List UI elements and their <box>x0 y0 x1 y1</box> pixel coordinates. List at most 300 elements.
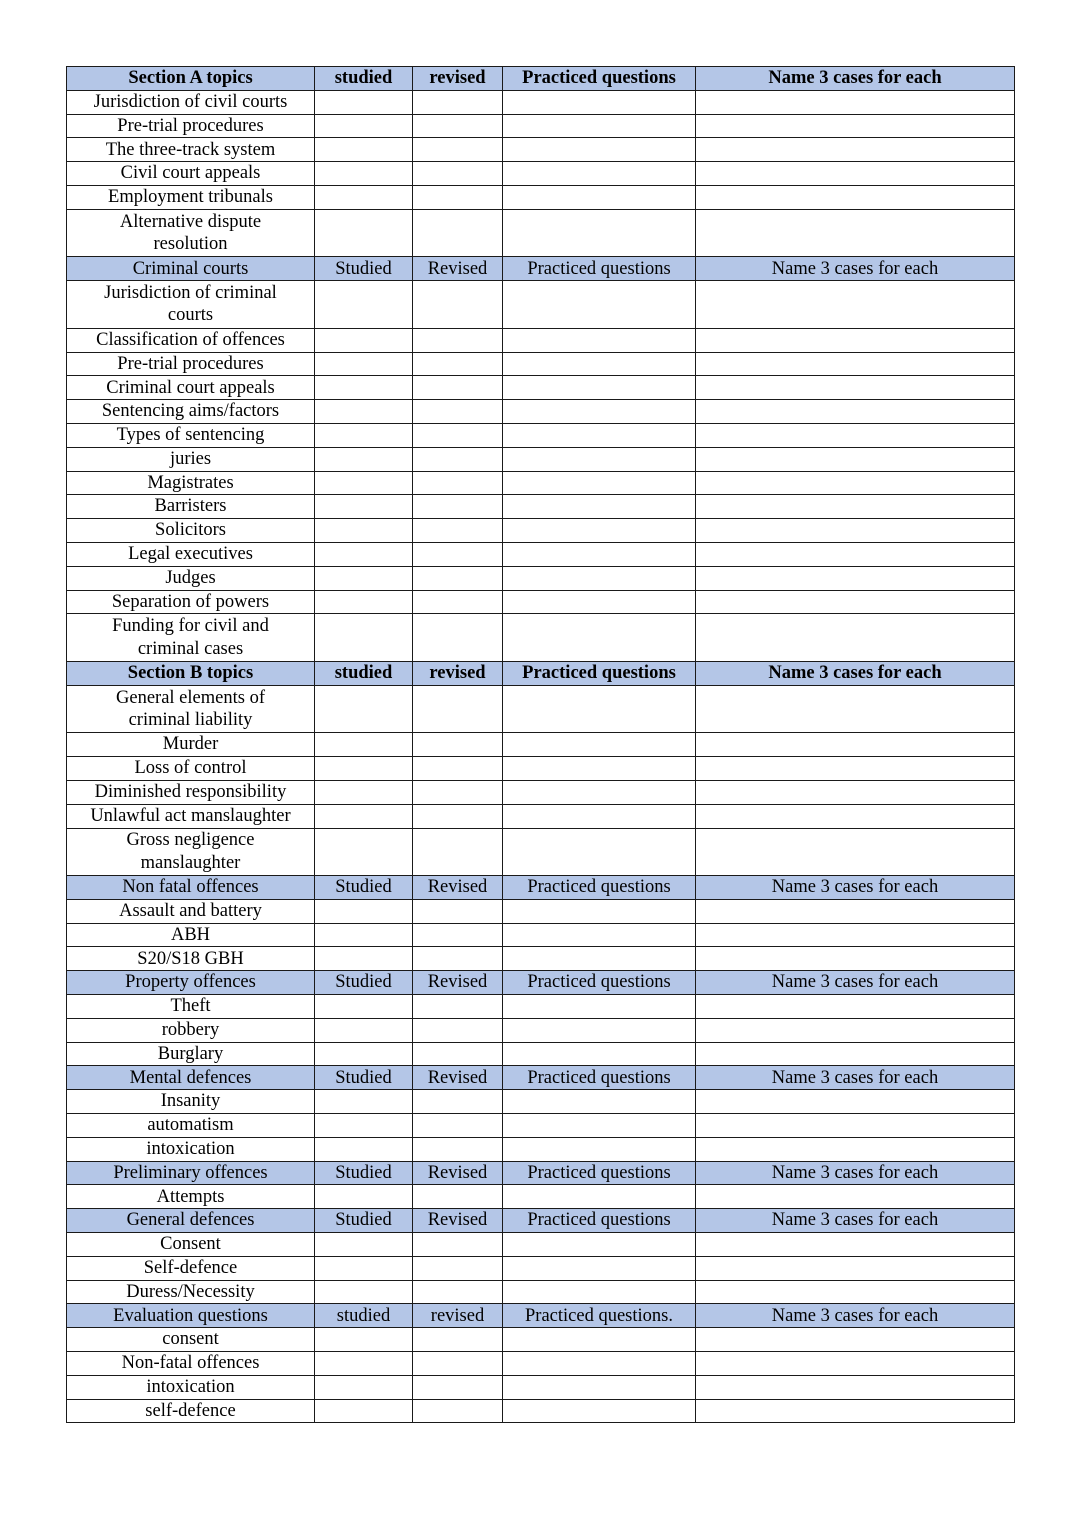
practiced-questions-cell[interactable] <box>503 185 696 209</box>
revised-cell[interactable] <box>413 1256 503 1280</box>
studied-cell[interactable] <box>315 519 413 543</box>
revised-cell[interactable] <box>413 566 503 590</box>
cases-cell[interactable] <box>696 209 1015 257</box>
header-practiced-questions: Practiced questions <box>503 1161 696 1185</box>
section-header-topic: Preliminary offences <box>67 1161 315 1185</box>
practiced-questions-cell[interactable] <box>503 519 696 543</box>
practiced-questions-cell[interactable] <box>503 614 696 662</box>
header-practiced-questions: Practiced questions <box>503 876 696 900</box>
studied-cell[interactable] <box>315 923 413 947</box>
topic-row <box>67 328 1015 352</box>
cases-cell[interactable] <box>696 281 1015 329</box>
topic-cell: Burglary <box>67 1042 315 1066</box>
cases-cell[interactable] <box>696 685 1015 733</box>
header-revised: Revised <box>413 1066 503 1090</box>
topic-cell: automatism <box>67 1114 315 1138</box>
practiced-questions-cell[interactable] <box>503 566 696 590</box>
topic-row <box>67 1375 1015 1399</box>
revised-cell[interactable] <box>413 90 503 114</box>
header-practiced-questions: Practiced questions <box>503 67 696 91</box>
topic-cell: consent <box>67 1328 315 1352</box>
header-studied: Studied <box>315 257 413 281</box>
revised-cell[interactable] <box>413 780 503 804</box>
topic-cell: self-defence <box>67 1399 315 1423</box>
topic-cell: Attempts <box>67 1185 315 1209</box>
topic-cell: Pre-trial procedures <box>67 352 315 376</box>
studied-cell[interactable] <box>315 1090 413 1114</box>
revised-cell[interactable] <box>413 1137 503 1161</box>
revised-cell[interactable] <box>413 376 503 400</box>
practiced-questions-cell[interactable] <box>503 828 696 876</box>
topic-row <box>67 1399 1015 1423</box>
cases-cell[interactable] <box>696 400 1015 424</box>
studied-cell[interactable] <box>315 828 413 876</box>
cases-cell[interactable] <box>696 1280 1015 1304</box>
header-revised: revised <box>413 1304 503 1328</box>
topic-row <box>67 1256 1015 1280</box>
topic-cell: Employment tribunals <box>67 185 315 209</box>
section-header-row <box>67 1066 1015 1090</box>
revised-cell[interactable] <box>413 114 503 138</box>
checklist-body <box>67 67 1015 1423</box>
topic-row <box>67 1185 1015 1209</box>
cases-cell[interactable] <box>696 352 1015 376</box>
topic-row <box>67 566 1015 590</box>
topic-cell: Insanity <box>67 1090 315 1114</box>
header-name-cases: Name 3 cases for each <box>696 661 1015 685</box>
studied-cell[interactable] <box>315 1185 413 1209</box>
topic-cell: Criminal court appeals <box>67 376 315 400</box>
cases-cell[interactable] <box>696 1256 1015 1280</box>
topic-cell: Consent <box>67 1233 315 1257</box>
practiced-questions-cell[interactable] <box>503 471 696 495</box>
studied-cell[interactable] <box>315 614 413 662</box>
studied-cell[interactable] <box>315 471 413 495</box>
cases-cell[interactable] <box>696 947 1015 971</box>
practiced-questions-cell[interactable] <box>503 209 696 257</box>
practiced-questions-cell[interactable] <box>503 495 696 519</box>
topic-row <box>67 590 1015 614</box>
practiced-questions-cell[interactable] <box>503 1375 696 1399</box>
revised-cell[interactable] <box>413 281 503 329</box>
revised-cell[interactable] <box>413 1090 503 1114</box>
cases-cell[interactable] <box>696 614 1015 662</box>
cases-cell[interactable] <box>696 471 1015 495</box>
cases-cell[interactable] <box>696 899 1015 923</box>
cases-cell[interactable] <box>696 1328 1015 1352</box>
topic-cell: Loss of control <box>67 757 315 781</box>
header-practiced-questions: Practiced questions. <box>503 1304 696 1328</box>
revised-cell[interactable] <box>413 471 503 495</box>
studied-cell[interactable] <box>315 376 413 400</box>
cases-cell[interactable] <box>696 1185 1015 1209</box>
section-header-row <box>67 876 1015 900</box>
practiced-questions-cell[interactable] <box>503 1018 696 1042</box>
studied-cell[interactable] <box>315 804 413 828</box>
practiced-questions-cell[interactable] <box>503 1399 696 1423</box>
topic-cell: Magistrates <box>67 471 315 495</box>
topic-row <box>67 114 1015 138</box>
revised-cell[interactable] <box>413 1018 503 1042</box>
practiced-questions-cell[interactable] <box>503 114 696 138</box>
section-header-topic: Section B topics <box>67 661 315 685</box>
cases-cell[interactable] <box>696 566 1015 590</box>
cases-cell[interactable] <box>696 495 1015 519</box>
cases-cell[interactable] <box>696 1114 1015 1138</box>
header-name-cases: Name 3 cases for each <box>696 1209 1015 1233</box>
topic-row <box>67 138 1015 162</box>
header-name-cases: Name 3 cases for each <box>696 1066 1015 1090</box>
studied-cell[interactable] <box>315 1042 413 1066</box>
cases-cell[interactable] <box>696 447 1015 471</box>
section-header-row <box>67 971 1015 995</box>
cases-cell[interactable] <box>696 995 1015 1019</box>
revised-cell[interactable] <box>413 828 503 876</box>
revised-cell[interactable] <box>413 1399 503 1423</box>
studied-cell[interactable] <box>315 209 413 257</box>
studied-cell[interactable] <box>315 1114 413 1138</box>
section-header-topic: General defences <box>67 1209 315 1233</box>
cases-cell[interactable] <box>696 376 1015 400</box>
revised-cell[interactable] <box>413 162 503 186</box>
practiced-questions-cell[interactable] <box>503 376 696 400</box>
topic-cell: Assault and battery <box>67 899 315 923</box>
practiced-questions-cell[interactable] <box>503 328 696 352</box>
topic-cell: Funding for civil and criminal cases <box>67 614 315 662</box>
topic-row <box>67 542 1015 566</box>
revised-cell[interactable] <box>413 804 503 828</box>
revised-cell[interactable] <box>413 947 503 971</box>
header-studied: Studied <box>315 876 413 900</box>
studied-cell[interactable] <box>315 162 413 186</box>
cases-cell[interactable] <box>696 1375 1015 1399</box>
studied-cell[interactable] <box>315 1018 413 1042</box>
studied-cell[interactable] <box>315 566 413 590</box>
studied-cell[interactable] <box>315 995 413 1019</box>
topic-row <box>67 828 1015 876</box>
cases-cell[interactable] <box>696 1042 1015 1066</box>
revised-cell[interactable] <box>413 542 503 566</box>
practiced-questions-cell[interactable] <box>503 1137 696 1161</box>
topic-cell: Unlawful act manslaughter <box>67 804 315 828</box>
studied-cell[interactable] <box>315 185 413 209</box>
topic-row <box>67 733 1015 757</box>
cases-cell[interactable] <box>696 162 1015 186</box>
studied-cell[interactable] <box>315 495 413 519</box>
practiced-questions-cell[interactable] <box>503 352 696 376</box>
practiced-questions-cell[interactable] <box>503 899 696 923</box>
topic-cell: Murder <box>67 733 315 757</box>
studied-cell[interactable] <box>315 780 413 804</box>
topic-row <box>67 804 1015 828</box>
cases-cell[interactable] <box>696 923 1015 947</box>
cases-cell[interactable] <box>696 423 1015 447</box>
studied-cell[interactable] <box>315 447 413 471</box>
revised-cell[interactable] <box>413 923 503 947</box>
practiced-questions-cell[interactable] <box>503 804 696 828</box>
header-studied: Studied <box>315 971 413 995</box>
revised-cell[interactable] <box>413 614 503 662</box>
header-name-cases: Name 3 cases for each <box>696 876 1015 900</box>
cases-cell[interactable] <box>696 1399 1015 1423</box>
header-revised: Revised <box>413 1209 503 1233</box>
studied-cell[interactable] <box>315 1233 413 1257</box>
revised-cell[interactable] <box>413 328 503 352</box>
topic-row <box>67 209 1015 257</box>
studied-cell[interactable] <box>315 423 413 447</box>
topic-cell: Pre-trial procedures <box>67 114 315 138</box>
topic-row <box>67 423 1015 447</box>
studied-cell[interactable] <box>315 947 413 971</box>
studied-cell[interactable] <box>315 757 413 781</box>
topic-row <box>67 1114 1015 1138</box>
section-header-row <box>67 1161 1015 1185</box>
studied-cell[interactable] <box>315 400 413 424</box>
studied-cell[interactable] <box>315 281 413 329</box>
section-header-topic: Criminal courts <box>67 257 315 281</box>
section-header-topic: Mental defences <box>67 1066 315 1090</box>
topic-cell: Non-fatal offences <box>67 1352 315 1376</box>
topic-row <box>67 519 1015 543</box>
topic-row <box>67 1328 1015 1352</box>
section-header-row <box>67 67 1015 91</box>
topic-row <box>67 447 1015 471</box>
topic-cell: intoxication <box>67 1375 315 1399</box>
cases-cell[interactable] <box>696 138 1015 162</box>
section-header-row <box>67 1304 1015 1328</box>
studied-cell[interactable] <box>315 138 413 162</box>
topic-cell: Barristers <box>67 495 315 519</box>
topic-cell: General elements of criminal liability <box>67 685 315 733</box>
revised-cell[interactable] <box>413 352 503 376</box>
practiced-questions-cell[interactable] <box>503 138 696 162</box>
topic-cell: Separation of powers <box>67 590 315 614</box>
header-name-cases: Name 3 cases for each <box>696 1161 1015 1185</box>
cases-cell[interactable] <box>696 1137 1015 1161</box>
practiced-questions-cell[interactable] <box>503 1328 696 1352</box>
cases-cell[interactable] <box>696 1352 1015 1376</box>
revised-cell[interactable] <box>413 1328 503 1352</box>
cases-cell[interactable] <box>696 90 1015 114</box>
revised-cell[interactable] <box>413 733 503 757</box>
cases-cell[interactable] <box>696 1018 1015 1042</box>
topic-row <box>67 281 1015 329</box>
header-studied: Studied <box>315 1066 413 1090</box>
studied-cell[interactable] <box>315 1328 413 1352</box>
revised-cell[interactable] <box>413 899 503 923</box>
topic-cell: Gross negligence manslaughter <box>67 828 315 876</box>
topic-cell: Types of sentencing <box>67 423 315 447</box>
topic-row <box>67 352 1015 376</box>
revised-cell[interactable] <box>413 519 503 543</box>
practiced-questions-cell[interactable] <box>503 281 696 329</box>
topic-cell: Civil court appeals <box>67 162 315 186</box>
practiced-questions-cell[interactable] <box>503 923 696 947</box>
revised-cell[interactable] <box>413 995 503 1019</box>
practiced-questions-cell[interactable] <box>503 1185 696 1209</box>
topic-row <box>67 1090 1015 1114</box>
studied-cell[interactable] <box>315 1280 413 1304</box>
revised-cell[interactable] <box>413 209 503 257</box>
practiced-questions-cell[interactable] <box>503 1352 696 1376</box>
header-name-cases: Name 3 cases for each <box>696 67 1015 91</box>
header-practiced-questions: Practiced questions <box>503 1209 696 1233</box>
revised-cell[interactable] <box>413 185 503 209</box>
studied-cell[interactable] <box>315 328 413 352</box>
header-revised: revised <box>413 67 503 91</box>
revised-cell[interactable] <box>413 1114 503 1138</box>
cases-cell[interactable] <box>696 328 1015 352</box>
revised-cell[interactable] <box>413 138 503 162</box>
practiced-questions-cell[interactable] <box>503 995 696 1019</box>
header-practiced-questions: Practiced questions <box>503 971 696 995</box>
studied-cell[interactable] <box>315 352 413 376</box>
practiced-questions-cell[interactable] <box>503 1090 696 1114</box>
practiced-questions-cell[interactable] <box>503 423 696 447</box>
revised-cell[interactable] <box>413 495 503 519</box>
practiced-questions-cell[interactable] <box>503 780 696 804</box>
studied-cell[interactable] <box>315 1352 413 1376</box>
cases-cell[interactable] <box>696 757 1015 781</box>
topic-row <box>67 947 1015 971</box>
topic-cell: Theft <box>67 995 315 1019</box>
topic-cell: juries <box>67 447 315 471</box>
topic-row <box>67 780 1015 804</box>
studied-cell[interactable] <box>315 899 413 923</box>
revised-cell[interactable] <box>413 400 503 424</box>
studied-cell[interactable] <box>315 590 413 614</box>
topic-row <box>67 1280 1015 1304</box>
topic-cell: S20/S18 GBH <box>67 947 315 971</box>
practiced-questions-cell[interactable] <box>503 757 696 781</box>
practiced-questions-cell[interactable] <box>503 1114 696 1138</box>
header-revised: Revised <box>413 876 503 900</box>
topic-cell: intoxication <box>67 1137 315 1161</box>
revised-cell[interactable] <box>413 423 503 447</box>
studied-cell[interactable] <box>315 1137 413 1161</box>
practiced-questions-cell[interactable] <box>503 685 696 733</box>
topic-row <box>67 899 1015 923</box>
topic-cell: Alternative dispute resolution <box>67 209 315 257</box>
topic-cell: Jurisdiction of civil courts <box>67 90 315 114</box>
cases-cell[interactable] <box>696 804 1015 828</box>
practiced-questions-cell[interactable] <box>503 90 696 114</box>
header-practiced-questions: Practiced questions <box>503 1066 696 1090</box>
revised-cell[interactable] <box>413 757 503 781</box>
topic-cell: The three-track system <box>67 138 315 162</box>
revised-cell[interactable] <box>413 1375 503 1399</box>
topic-row <box>67 185 1015 209</box>
topic-row <box>67 995 1015 1019</box>
cases-cell[interactable] <box>696 519 1015 543</box>
cases-cell[interactable] <box>696 828 1015 876</box>
revised-cell[interactable] <box>413 1352 503 1376</box>
section-header-topic: Evaluation questions <box>67 1304 315 1328</box>
cases-cell[interactable] <box>696 590 1015 614</box>
topic-row <box>67 614 1015 662</box>
header-revised: revised <box>413 661 503 685</box>
revised-cell[interactable] <box>413 1280 503 1304</box>
header-studied: Studied <box>315 1209 413 1233</box>
topic-cell: Classification of offences <box>67 328 315 352</box>
topic-cell: Diminished responsibility <box>67 780 315 804</box>
practiced-questions-cell[interactable] <box>503 447 696 471</box>
header-studied: Studied <box>315 1161 413 1185</box>
studied-cell[interactable] <box>315 114 413 138</box>
studied-cell[interactable] <box>315 1375 413 1399</box>
studied-cell[interactable] <box>315 1256 413 1280</box>
section-header-row <box>67 661 1015 685</box>
section-header-topic: Non fatal offences <box>67 876 315 900</box>
practiced-questions-cell[interactable] <box>503 1256 696 1280</box>
revision-checklist-table <box>66 66 1015 1423</box>
topic-cell: Jurisdiction of criminal courts <box>67 281 315 329</box>
practiced-questions-cell[interactable] <box>503 947 696 971</box>
topic-row <box>67 1233 1015 1257</box>
topic-cell: Judges <box>67 566 315 590</box>
revised-cell[interactable] <box>413 1042 503 1066</box>
practiced-questions-cell[interactable] <box>503 1280 696 1304</box>
cases-cell[interactable] <box>696 780 1015 804</box>
header-name-cases: Name 3 cases for each <box>696 971 1015 995</box>
topic-row <box>67 90 1015 114</box>
header-studied: studied <box>315 67 413 91</box>
revised-cell[interactable] <box>413 447 503 471</box>
topic-cell: robbery <box>67 1018 315 1042</box>
practiced-questions-cell[interactable] <box>503 590 696 614</box>
practiced-questions-cell[interactable] <box>503 1042 696 1066</box>
topic-row <box>67 495 1015 519</box>
topic-cell: Self-defence <box>67 1256 315 1280</box>
practiced-questions-cell[interactable] <box>503 1233 696 1257</box>
revised-cell[interactable] <box>413 685 503 733</box>
section-header-topic: Property offences <box>67 971 315 995</box>
cases-cell[interactable] <box>696 1090 1015 1114</box>
practiced-questions-cell[interactable] <box>503 400 696 424</box>
header-name-cases: Name 3 cases for each <box>696 1304 1015 1328</box>
studied-cell[interactable] <box>315 1399 413 1423</box>
topic-row <box>67 376 1015 400</box>
header-studied: studied <box>315 1304 413 1328</box>
cases-cell[interactable] <box>696 185 1015 209</box>
topic-cell: Solicitors <box>67 519 315 543</box>
practiced-questions-cell[interactable] <box>503 733 696 757</box>
topic-cell: Duress/Necessity <box>67 1280 315 1304</box>
header-revised: Revised <box>413 971 503 995</box>
header-studied: studied <box>315 661 413 685</box>
studied-cell[interactable] <box>315 733 413 757</box>
cases-cell[interactable] <box>696 114 1015 138</box>
topic-row <box>67 1352 1015 1376</box>
topic-row <box>67 400 1015 424</box>
cases-cell[interactable] <box>696 1233 1015 1257</box>
revised-cell[interactable] <box>413 1233 503 1257</box>
revised-cell[interactable] <box>413 1185 503 1209</box>
revised-cell[interactable] <box>413 590 503 614</box>
practiced-questions-cell[interactable] <box>503 162 696 186</box>
topic-row <box>67 162 1015 186</box>
studied-cell[interactable] <box>315 90 413 114</box>
cases-cell[interactable] <box>696 542 1015 566</box>
cases-cell[interactable] <box>696 733 1015 757</box>
studied-cell[interactable] <box>315 685 413 733</box>
topic-row <box>67 757 1015 781</box>
section-header-row <box>67 257 1015 281</box>
studied-cell[interactable] <box>315 542 413 566</box>
section-header-topic: Section A topics <box>67 67 315 91</box>
practiced-questions-cell[interactable] <box>503 542 696 566</box>
topic-row <box>67 471 1015 495</box>
